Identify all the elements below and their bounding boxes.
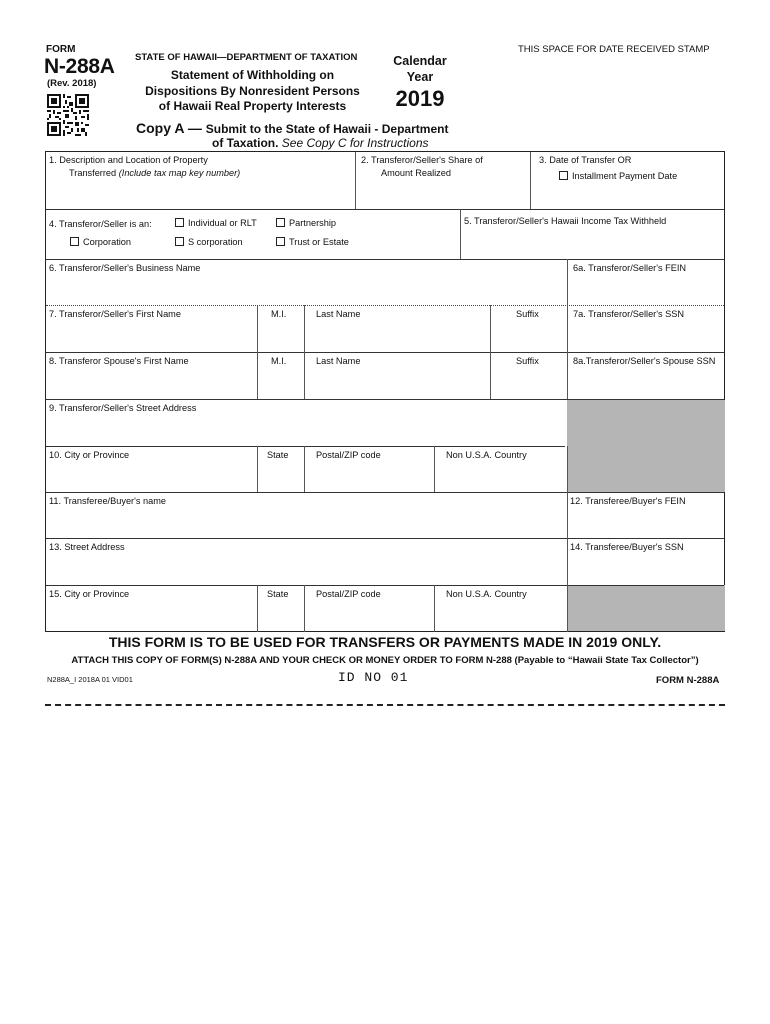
form-title (135, 68, 370, 115)
corporation-option[interactable] (70, 236, 131, 249)
field-2-share-amount[interactable] (361, 154, 483, 179)
copy-a-label: Copy A — (136, 120, 202, 136)
s-corporation-checkbox[interactable] (175, 237, 184, 246)
field-10-state[interactable]: State (267, 450, 289, 460)
corporation-checkbox[interactable] (70, 237, 79, 246)
form-label: FORM (46, 44, 76, 55)
field-10-country[interactable]: Non U.S.A. Country (446, 450, 527, 460)
calendar-year: 2019 (395, 86, 445, 111)
field-12-buyer-fein[interactable]: 12. Transferee/Buyer's FEIN (570, 496, 686, 506)
cut-line (45, 704, 725, 706)
partnership-label: Partnership (289, 218, 336, 228)
field-14-buyer-ssn[interactable]: 14. Transferee/Buyer's SSN (570, 542, 684, 552)
calendar-label (380, 53, 460, 85)
shaded-area (567, 400, 725, 492)
field-7-first-name[interactable]: 7. Transferor/Seller's First Name (49, 309, 181, 319)
installment-payment-checkbox-row[interactable] (539, 170, 677, 183)
partnership-checkbox[interactable] (276, 218, 285, 227)
field-5-tax-withheld[interactable]: 5. Transferor/Seller's Hawaii Income Tax Withheld (464, 216, 667, 226)
field-7-suffix[interactable]: Suffix (516, 309, 539, 319)
field-7-last-name[interactable]: Last Name (316, 309, 361, 319)
field-15-country[interactable]: Non U.S.A. Country (446, 589, 527, 599)
installment-payment-label: Installment Payment Date (572, 170, 678, 181)
field-9-street-address[interactable]: 9. Transferor/Seller's Street Address (49, 403, 197, 413)
copy-a-submit: Submit to the State of Hawaii - Department (205, 122, 449, 136)
individual-rlt-option[interactable] (175, 217, 257, 230)
field-7-middle-initial[interactable]: M.I. (271, 309, 287, 319)
field-1-label: 1. Description and Location of Property (49, 155, 208, 165)
field-11-buyer-name[interactable]: 11. Transferee/Buyer's name (49, 496, 166, 506)
field-10-city[interactable]: 10. City or Province (49, 450, 130, 460)
field-3-transfer-date[interactable] (539, 154, 677, 182)
field-3-label: 3. Date of Transfer OR (539, 155, 632, 165)
field-8-suffix[interactable]: Suffix (516, 356, 539, 366)
field-1-label-cont: Transferred (Include tax map key number) (69, 167, 241, 178)
copy-a-heading (136, 120, 448, 136)
corporation-label: Corporation (83, 237, 132, 247)
partnership-option[interactable] (276, 217, 336, 230)
installment-payment-checkbox[interactable] (559, 171, 568, 180)
attach-instructions: ATTACH THIS COPY OF FORM(S) N-288A AND YOUR CHECK OR MONEY ORDER TO FORM N-288 (Payable to “Hawaii State Tax Collector”) (71, 655, 699, 666)
form-title-line: Dispositions By Nonresident Persons (145, 83, 360, 98)
field-8-spouse-first-name[interactable]: 8. Transferor Spouse's First Name (49, 356, 189, 366)
trust-estate-checkbox[interactable] (276, 237, 285, 246)
field-15-state[interactable]: State (267, 589, 289, 599)
qr-code-icon (47, 94, 89, 136)
copy-a-line2: of Taxation. (212, 136, 279, 150)
individual-rlt-label: Individual or RLT (188, 218, 257, 228)
form-version-code: N288A_I 2018A 01 VID01 (47, 675, 133, 684)
field-8-middle-initial[interactable]: M.I. (271, 356, 287, 366)
see-copy-c: See Copy C for Instructions (281, 136, 429, 150)
form-name-footer: FORM N-288A (656, 675, 720, 686)
field-15-city[interactable]: 15. City or Province (49, 589, 130, 599)
revision-date: (Rev. 2018) (47, 78, 97, 89)
trust-estate-label: Trust or Estate (289, 237, 349, 247)
form-number: N-288A (44, 55, 115, 78)
field-8-last-name[interactable]: Last Name (316, 356, 361, 366)
id-number: ID NO 01 (338, 670, 409, 685)
form-grid (45, 151, 725, 632)
calendar-label-line: Calendar (393, 54, 447, 68)
field-4-label: 4. Transferor/Seller is an: (49, 219, 152, 229)
field-1-description[interactable] (49, 154, 240, 179)
s-corporation-label: S corporation (188, 237, 243, 247)
field-6a-fein[interactable]: 6a. Transferor/Seller's FEIN (573, 263, 687, 273)
field-2-label-cont: Amount Realized (381, 167, 451, 178)
date-stamp-area: THIS SPACE FOR DATE RECEIVED STAMP (518, 44, 710, 55)
field-6-business-name[interactable]: 6. Transferor/Seller's Business Name (49, 263, 201, 273)
field-8a-spouse-ssn[interactable]: 8a.Transferor/Seller's Spouse SSN (573, 356, 716, 366)
copy-a-instructions (212, 136, 429, 150)
form-title-line: of Hawaii Real Property Interests (158, 99, 347, 113)
field-13-street-address[interactable]: 13. Street Address (49, 542, 125, 552)
field-10-zip[interactable]: Postal/ZIP code (316, 450, 381, 460)
trust-estate-option[interactable] (276, 236, 349, 249)
usage-notice: THIS FORM IS TO BE USED FOR TRANSFERS OR PAYMENTS MADE IN 2019 ONLY. (108, 634, 662, 650)
field-2-label: 2. Transferor/Seller's Share of (361, 155, 483, 165)
agency-name: STATE OF HAWAII—DEPARTMENT OF TAXATION (135, 52, 358, 63)
individual-rlt-checkbox[interactable] (175, 218, 184, 227)
calendar-label-line: Year (406, 70, 434, 84)
field-15-zip[interactable]: Postal/ZIP code (316, 589, 381, 599)
shaded-area (567, 585, 725, 631)
field-7a-ssn[interactable]: 7a. Transferor/Seller's SSN (573, 309, 685, 319)
form-title-line: Statement of Withholding on (170, 68, 335, 82)
s-corporation-option[interactable] (175, 236, 243, 249)
